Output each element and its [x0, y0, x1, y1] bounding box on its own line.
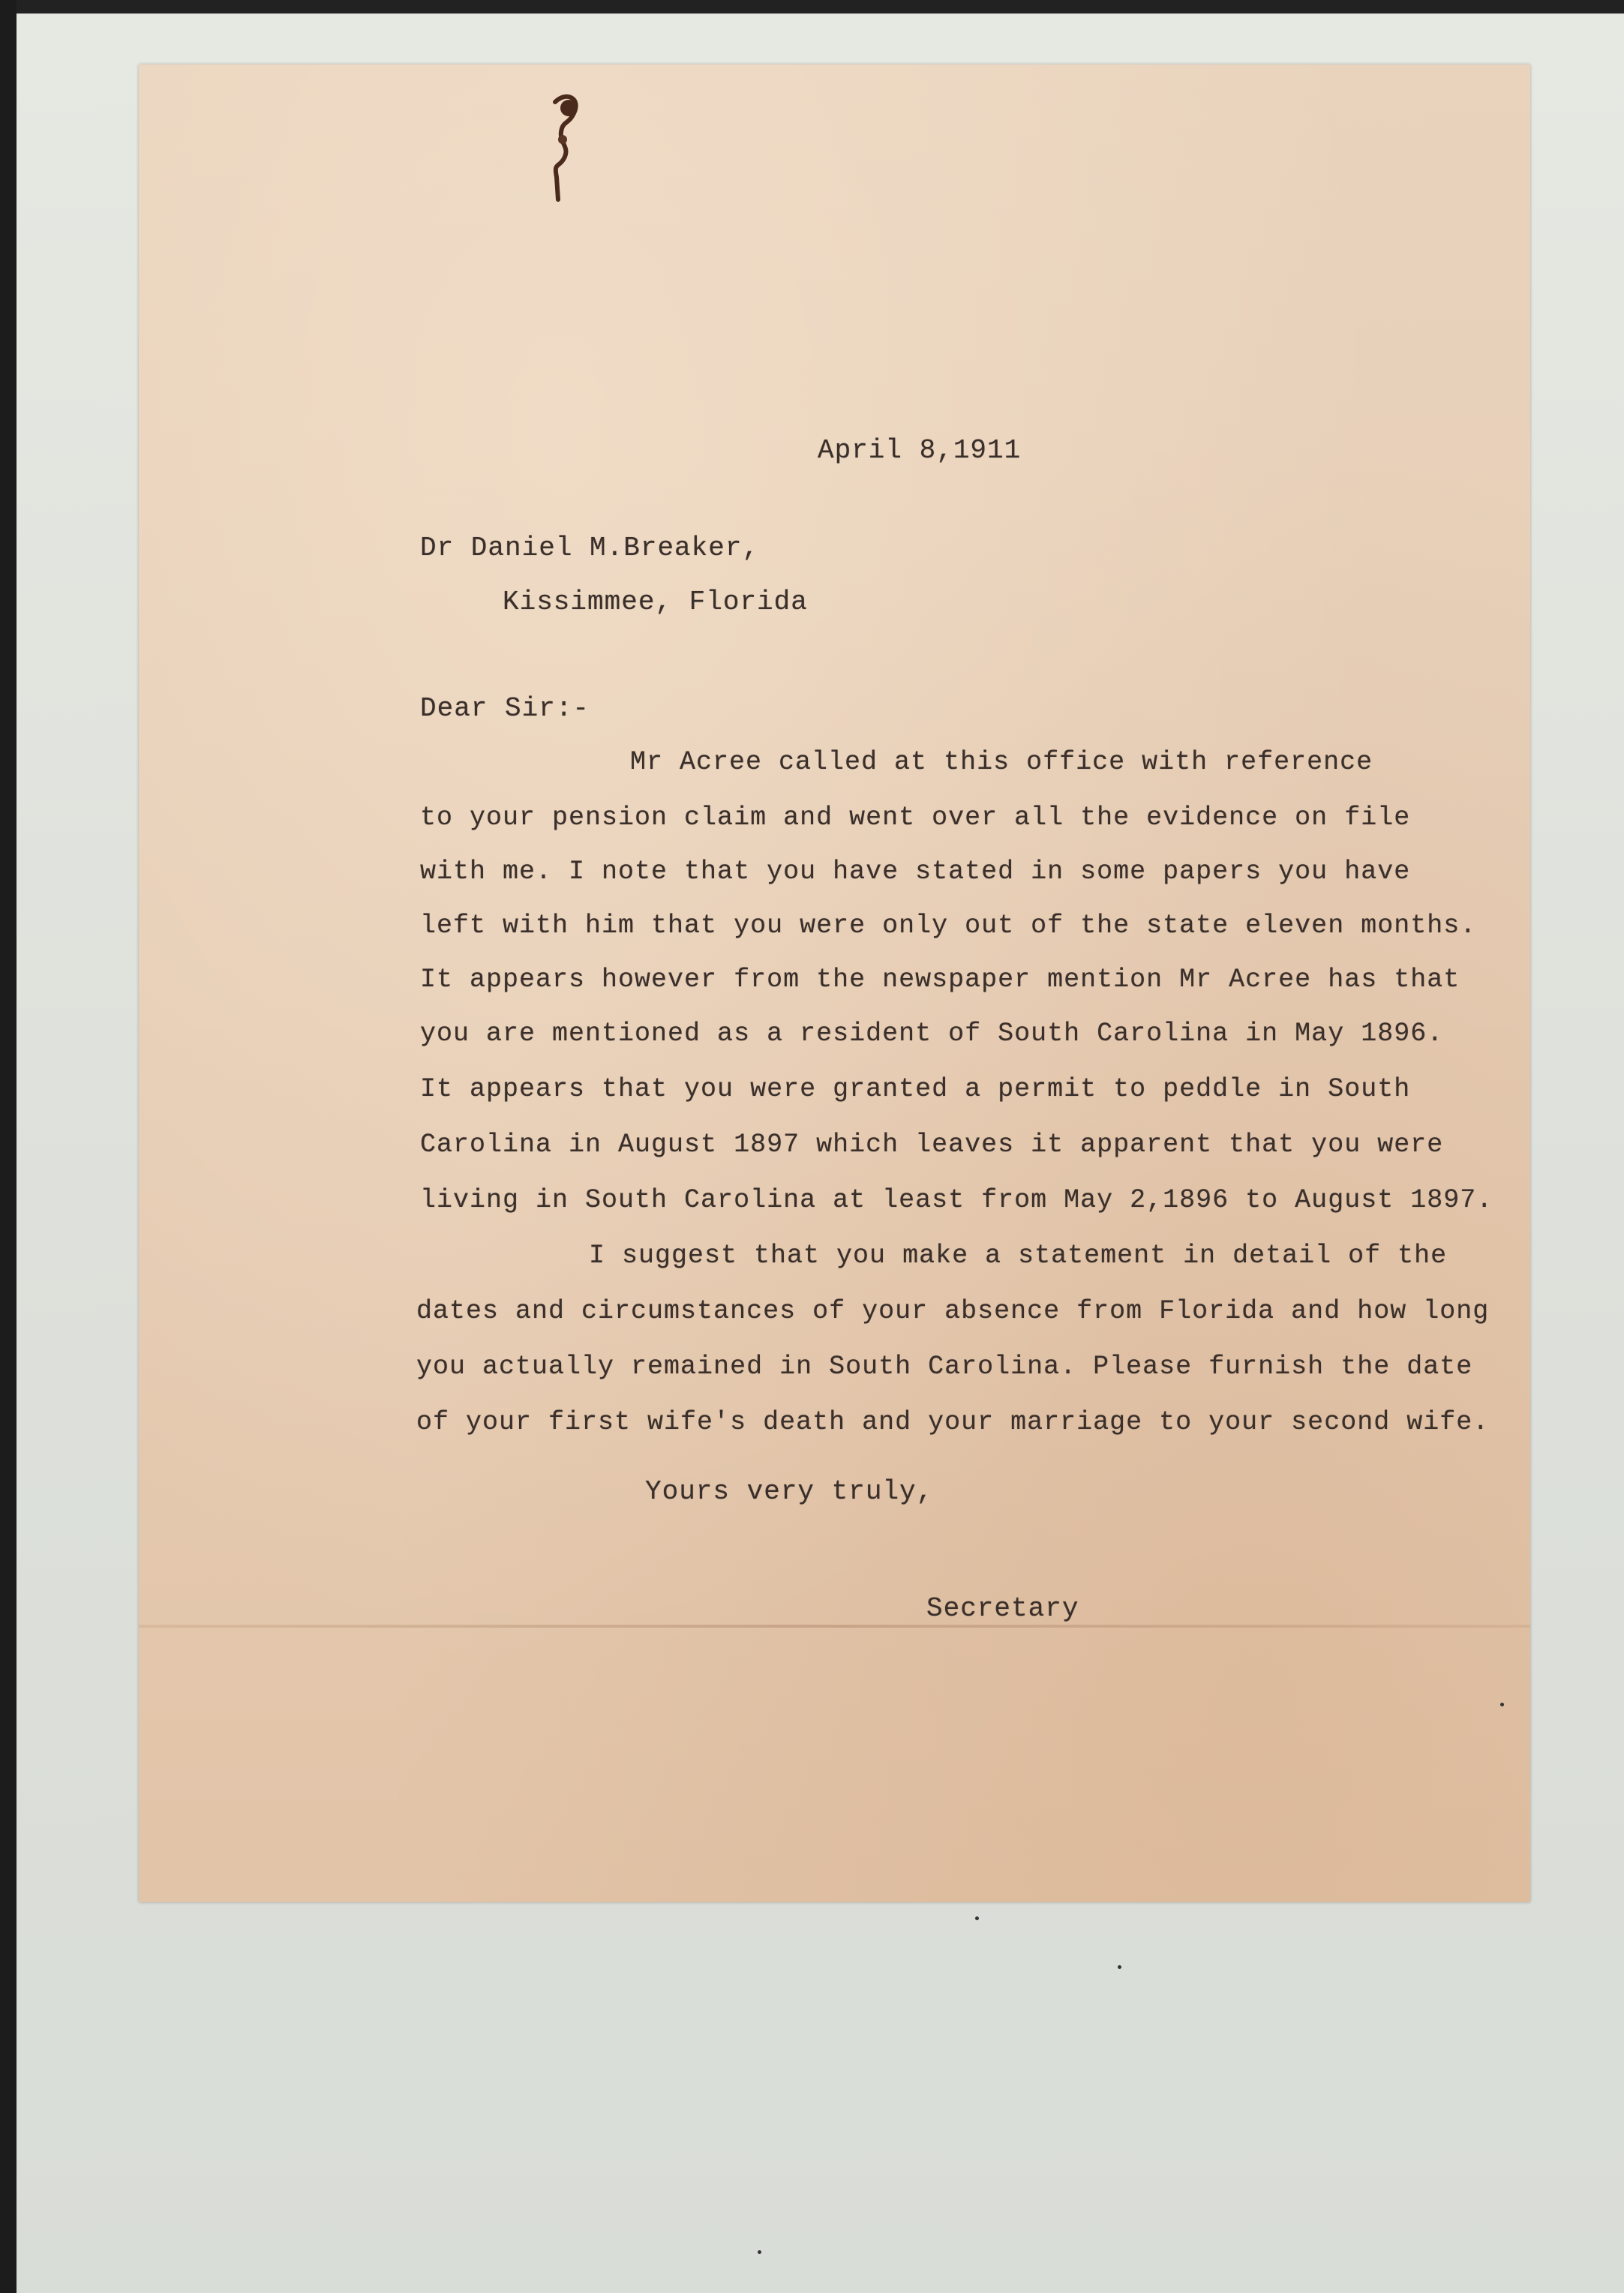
salutation: Dear Sir:- [420, 693, 590, 724]
body-line: to your pension claim and went over all the evidence on file [420, 803, 1411, 833]
closing: Yours very truly, [645, 1476, 934, 1507]
paper-fold-line [139, 1625, 1530, 1628]
dust-speck [975, 1916, 979, 1920]
scan-border-top [0, 0, 1624, 14]
body-line: you actually remained in South Carolina. Please furnish the date [416, 1352, 1473, 1382]
dust-speck [1500, 1703, 1504, 1706]
recipient-name: Dr Daniel M.Breaker, [420, 533, 760, 563]
body-line: with me. I note that you have stated in some papers you have [420, 857, 1411, 887]
body-line: It appears however from the newspaper mention Mr Acree has that [420, 965, 1460, 995]
signature-title: Secretary [926, 1593, 1079, 1624]
body-line: dates and circumstances of your absence from Florida and how long [416, 1296, 1490, 1326]
body-line: I suggest that you make a statement in detail of the [589, 1241, 1448, 1271]
dust-speck [758, 2250, 761, 2254]
recipient-place: Kissimmee, Florida [503, 587, 808, 617]
body-line: Mr Acree called at this office with reference [630, 747, 1373, 777]
body-line: of your first wife's death and your marriage to your second wife. [416, 1407, 1490, 1437]
scan-border-left [0, 0, 17, 2293]
letter-date: April 8,1911 [818, 435, 1022, 466]
dust-speck [1118, 1965, 1121, 1969]
letter-page [139, 65, 1530, 1902]
body-line: It appears that you were granted a permit to peddle in South [420, 1074, 1411, 1104]
body-line: Carolina in August 1897 which leaves it apparent that you were [420, 1130, 1444, 1160]
body-line: you are mentioned as a resident of South Carolina in May 1896. [420, 1019, 1444, 1049]
body-line: left with him that you were only out of the state eleven months. [420, 911, 1477, 941]
body-line: living in South Carolina at least from May 2,1896 to August 1897. [420, 1185, 1493, 1215]
ink-stain [540, 87, 593, 207]
